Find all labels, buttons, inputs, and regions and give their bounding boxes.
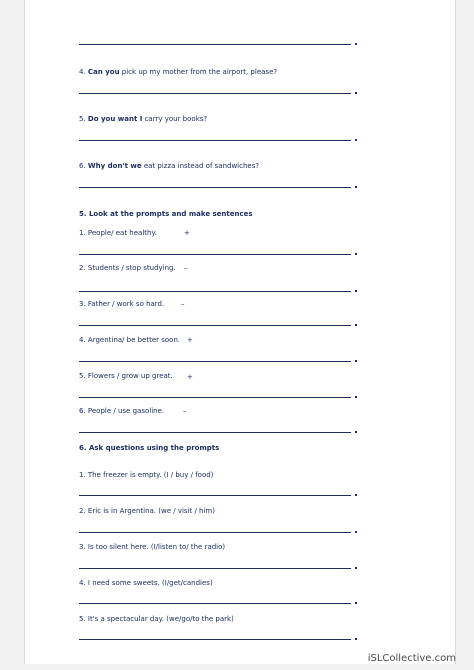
prompt-item: 3. Is too silent here. (I/listen to/ the radio) bbox=[79, 543, 226, 551]
prompt-item: 4. I need some sweets. (I/get/candies) bbox=[79, 579, 213, 587]
question-key-phrase: Why don't we bbox=[87, 162, 142, 170]
answer-line[interactable] bbox=[79, 187, 351, 188]
question-6 bbox=[79, 162, 259, 171]
answer-line[interactable] bbox=[79, 495, 351, 496]
question-number: 6. bbox=[79, 162, 86, 170]
prompt-item: 5. It's a spectacular day. (we/go/to the park) bbox=[79, 615, 234, 623]
section-5-heading: 5. Look at the prompts and make sentences bbox=[79, 210, 253, 218]
answer-line[interactable] bbox=[79, 325, 351, 326]
line-end-dot bbox=[355, 431, 357, 433]
answer-line[interactable] bbox=[79, 532, 351, 533]
line-end-dot bbox=[355, 253, 357, 255]
line-end-dot bbox=[355, 638, 357, 640]
line-end-dot bbox=[355, 43, 357, 45]
prompt-item: 1. People/ eat healthy. bbox=[79, 229, 157, 237]
answer-line[interactable] bbox=[79, 93, 351, 94]
line-end-dot bbox=[355, 92, 357, 94]
question-number: 4. bbox=[79, 68, 86, 76]
positive-sign: + bbox=[187, 373, 193, 381]
line-end-dot bbox=[355, 602, 357, 604]
line-end-dot bbox=[355, 290, 357, 292]
line-end-dot bbox=[355, 139, 357, 141]
answer-line[interactable] bbox=[79, 397, 351, 398]
prompt-item: 6. People / use gasoline. bbox=[79, 407, 165, 415]
line-end-dot bbox=[355, 396, 357, 398]
positive-sign: + bbox=[187, 336, 193, 344]
worksheet-page bbox=[24, 0, 456, 664]
section-6-heading: 6. Ask questions using the prompts bbox=[79, 444, 220, 452]
answer-line[interactable] bbox=[79, 361, 351, 362]
question-key-phrase: Do you want I bbox=[87, 115, 143, 123]
question-rest: carry your books? bbox=[144, 115, 208, 123]
negative-sign: – bbox=[184, 264, 188, 272]
prompt-item: 5. Flowers / grow up great. bbox=[79, 372, 173, 380]
answer-line[interactable] bbox=[79, 568, 351, 569]
line-end-dot bbox=[355, 567, 357, 569]
line-end-dot bbox=[355, 494, 357, 496]
question-rest: eat pizza instead of sandwiches? bbox=[143, 162, 260, 170]
question-4 bbox=[79, 68, 277, 77]
question-5 bbox=[79, 115, 207, 124]
line-end-dot bbox=[355, 186, 357, 188]
positive-sign: + bbox=[184, 229, 190, 237]
answer-line[interactable] bbox=[79, 603, 351, 604]
question-rest: pick up my mother from the airport, please? bbox=[121, 68, 278, 76]
prompt-item: 4. Argentina/ be better soon. bbox=[79, 336, 181, 344]
question-number: 5. bbox=[79, 115, 86, 123]
prompt-item: 2. Students / stop studying. bbox=[79, 264, 176, 272]
line-end-dot bbox=[355, 360, 357, 362]
negative-sign: – bbox=[183, 407, 187, 415]
prompt-item: 1. The freezer is empty. (I / buy / food) bbox=[79, 471, 214, 479]
question-key-phrase: Can you bbox=[87, 68, 120, 76]
prompt-item: 3. Father / work so hard. bbox=[79, 300, 165, 308]
negative-sign: – bbox=[181, 300, 185, 308]
watermark: iSLCollective.com bbox=[367, 653, 456, 664]
answer-line[interactable] bbox=[79, 254, 351, 255]
answer-line[interactable] bbox=[79, 639, 351, 640]
line-end-dot bbox=[355, 531, 357, 533]
answer-line[interactable] bbox=[79, 291, 351, 292]
answer-line[interactable] bbox=[79, 140, 351, 141]
answer-line[interactable] bbox=[79, 44, 351, 45]
prompt-item: 2. Eric is in Argentina. (we / visit / him) bbox=[79, 507, 215, 515]
line-end-dot bbox=[355, 324, 357, 326]
answer-line[interactable] bbox=[79, 432, 351, 433]
